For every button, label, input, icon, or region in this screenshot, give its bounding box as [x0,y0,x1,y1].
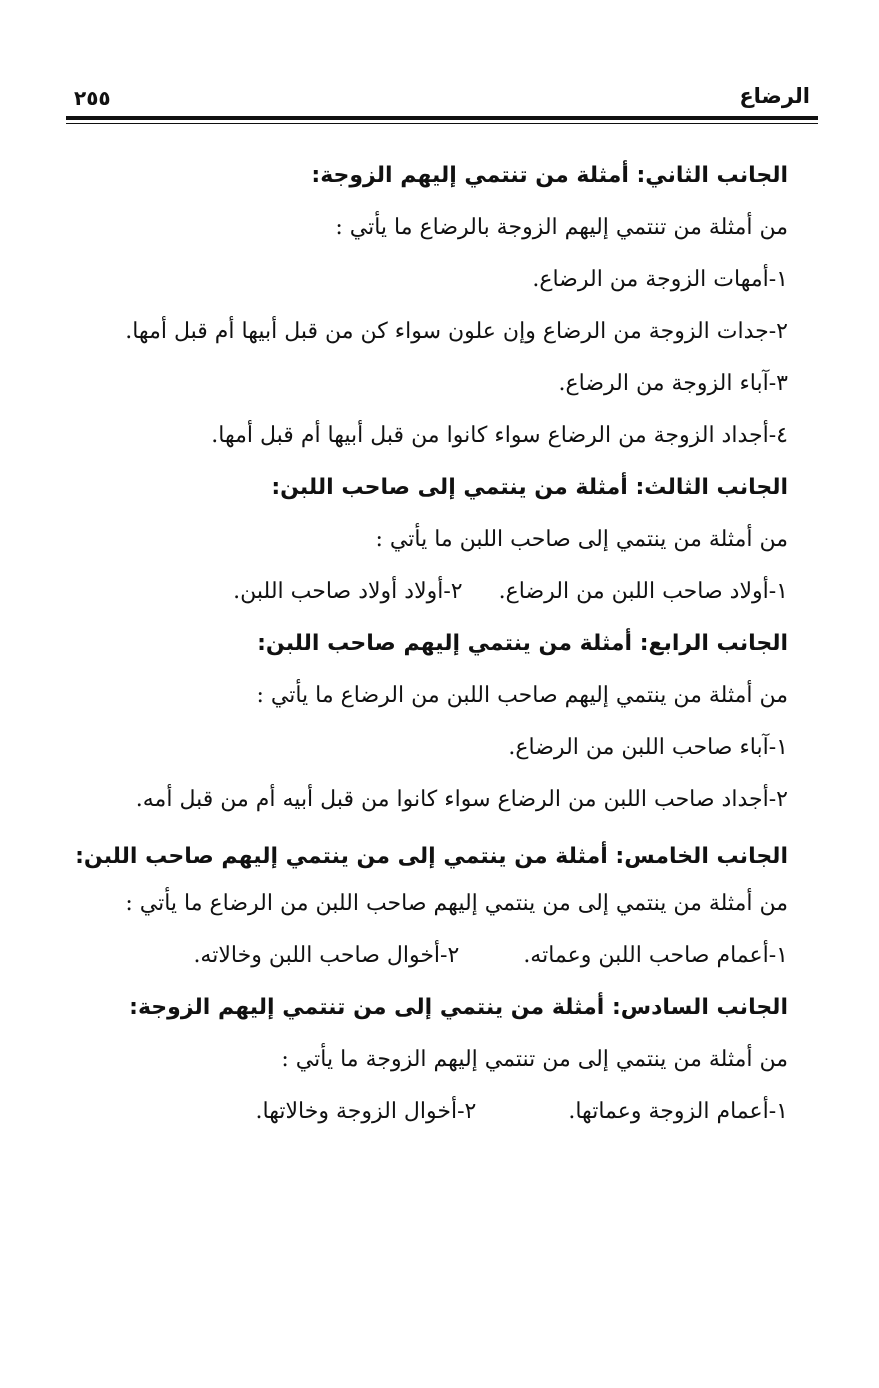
list-item: ٢-أولاد أولاد صاحب اللبن. [233,579,463,604]
section-intro: من أمثلة من تنتمي إليهم الزوجة بالرضاع ما يأتي : [335,215,788,240]
section-heading: الجانب الخامس: أمثلة من ينتمي إلى من ينتمي إليهم صاحب اللبن: [75,844,788,869]
section-heading: الجانب الرابع: أمثلة من ينتمي إليهم صاحب اللبن: [257,631,788,656]
header-rule-thick [66,116,818,120]
list-item: ٢-أخوال صاحب اللبن وخالاته. [193,943,460,968]
list-item: ١-أعمام صاحب اللبن وعماته. [523,943,788,968]
header-rule-thin [66,123,818,124]
list-item-pair [70,566,788,618]
list-item: ٢-جدات الزوجة من الرضاع وإن علون سواء كن من قبل أبيها أم قبل أمها. [125,319,788,344]
list-item: ١-أعمام الزوجة وعماتها. [568,1099,788,1124]
section-intro: من أمثلة من ينتمي إليهم صاحب اللبن من الرضاع ما يأتي : [256,683,788,708]
section-intro: من أمثلة من ينتمي إلى صاحب اللبن ما يأتي : [375,527,788,552]
list-item-pair [70,930,788,982]
section-heading: الجانب الثاني: أمثلة من تنتمي إليهم الزوجة: [311,163,788,188]
list-item: ١-أولاد صاحب اللبن من الرضاع. [498,579,788,604]
section-intro: من أمثلة من ينتمي إلى من تنتمي إليهم الزوجة ما يأتي : [281,1047,788,1072]
list-item: ٢-أجداد صاحب اللبن من الرضاع سواء كانوا من قبل أبيه أم من قبل أمه. [135,787,788,812]
list-item: ٤-أجداد الزوجة من الرضاع سواء كانوا من قبل أبيها أم قبل أمها. [211,423,788,448]
page-number: ٢٥٥ [74,86,111,110]
list-item: ٣-آباء الزوجة من الرضاع. [558,371,788,396]
section-heading: الجانب السادس: أمثلة من ينتمي إلى من تنتمي إليهم الزوجة: [129,995,788,1020]
list-item-pair [70,1086,788,1138]
section-intro: من أمثلة من ينتمي إلى من ينتمي إليهم صاحب اللبن من الرضاع ما يأتي : [125,891,788,916]
page-body [70,150,788,1138]
list-item: ٢-أخوال الزوجة وخالاتها. [255,1099,477,1124]
chapter-title: الرضاع [739,84,810,108]
list-item: ١-أمهات الزوجة من الرضاع. [532,267,788,292]
running-header [66,80,816,118]
list-item: ١-آباء صاحب اللبن من الرضاع. [508,735,788,760]
section-heading: الجانب الثالث: أمثلة من ينتمي إلى صاحب اللبن: [271,475,788,500]
